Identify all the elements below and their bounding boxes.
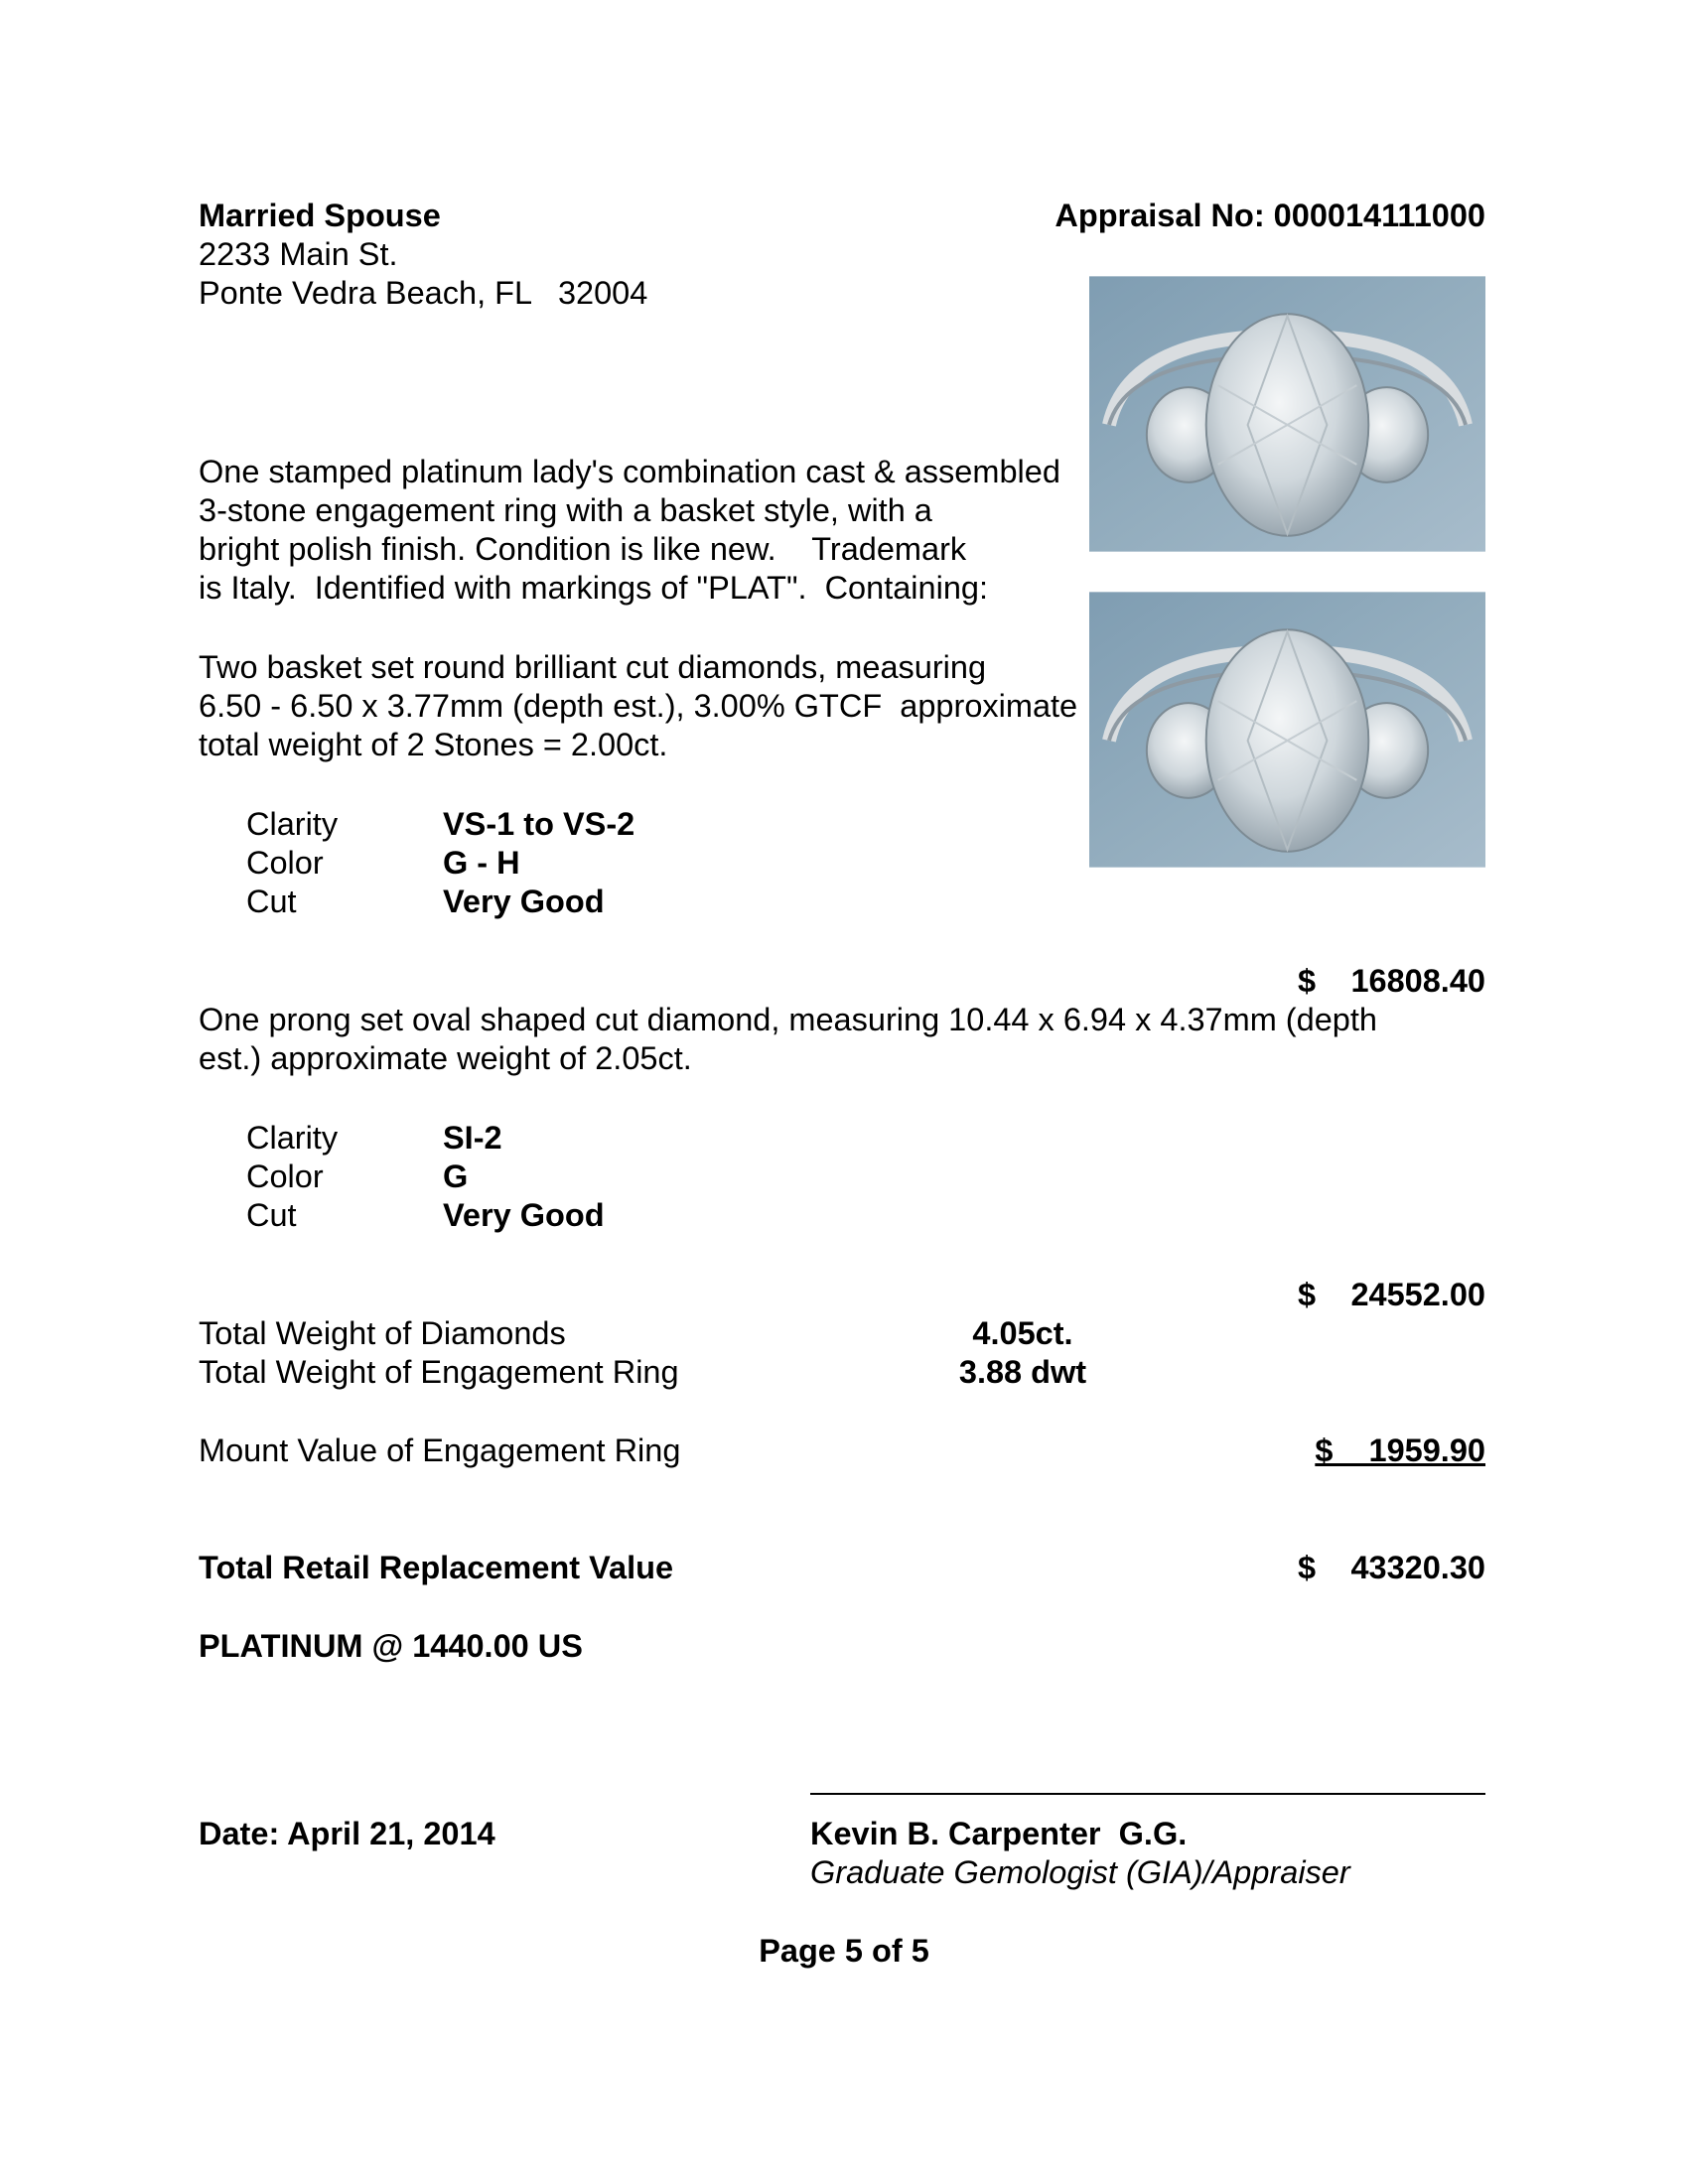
grade-value: Very Good — [443, 884, 605, 919]
side-stones-line: 6.50 - 6.50 x 3.77mm (depth est.), 3.00% GTCF approximate — [199, 688, 1078, 724]
grade-value: G — [443, 1159, 469, 1194]
client-address-line2: Ponte Vedra Beach, FL 32004 — [199, 275, 648, 311]
side-stones-line: total weight of 2 Stones = 2.00ct. — [199, 727, 668, 762]
grade-value: Very Good — [443, 1197, 605, 1233]
center-stone-line: One prong set oval shaped cut diamond, measuring 10.44 x 6.94 x 4.37mm (depth — [199, 1002, 1377, 1037]
ring-photo-2 — [1089, 592, 1485, 868]
platinum-price: PLATINUM @ 1440.00 US — [199, 1628, 583, 1664]
grade-value: SI-2 — [443, 1120, 502, 1156]
ring-photo-icon — [1089, 276, 1485, 552]
center-stone-currency: $ — [1298, 1277, 1317, 1312]
grade-value: G - H — [443, 845, 520, 881]
grade-label: Color — [246, 845, 324, 881]
description-line: is Italy. Identified with markings of "PLAT". Containing: — [199, 570, 988, 606]
grade-label: Color — [246, 1159, 324, 1194]
center-stone-line: est.) approximate weight of 2.05ct. — [199, 1040, 692, 1076]
grade-label: Clarity — [246, 806, 339, 842]
client-address-line1: 2233 Main St. — [199, 236, 398, 272]
side-stones-price: 16808.40 — [1350, 963, 1485, 999]
signature-line — [810, 1793, 1485, 1795]
description-line: 3-stone engagement ring with a basket style, with a — [199, 492, 932, 528]
appraisal-date: Date: April 21, 2014 — [199, 1816, 495, 1851]
total-weight-ring-value: 3.88 dwt — [958, 1354, 1087, 1390]
grade-value: VS-1 to VS-2 — [443, 806, 635, 842]
grade-label: Cut — [246, 1197, 297, 1233]
mount-value-label: Mount Value of Engagement Ring — [199, 1433, 681, 1468]
page-number: Page 5 of 5 — [759, 1933, 929, 1969]
grade-label: Clarity — [246, 1120, 339, 1156]
appraiser-name: Kevin B. Carpenter G.G. — [810, 1816, 1188, 1851]
ring-photo-1 — [1089, 276, 1485, 552]
client-name: Married Spouse — [199, 198, 441, 233]
appraiser-title: Graduate Gemologist (GIA)/Appraiser — [810, 1854, 1350, 1890]
total-weight-diamonds-value: 4.05ct. — [972, 1315, 1073, 1351]
description-line: One stamped platinum lady's combination cast & assembled — [199, 454, 1060, 489]
center-stone-price: 24552.00 — [1350, 1277, 1485, 1312]
total-weight-ring-label: Total Weight of Engagement Ring — [199, 1354, 679, 1390]
total-retail-currency: $ — [1298, 1550, 1317, 1585]
total-retail-value: 43320.30 — [1350, 1550, 1485, 1585]
ring-photo-icon — [1089, 592, 1485, 868]
grade-label: Cut — [246, 884, 297, 919]
side-stones-currency: $ — [1298, 963, 1317, 999]
appraisal-number: Appraisal No: 000014111000 — [1055, 198, 1485, 233]
total-retail-label: Total Retail Replacement Value — [199, 1550, 674, 1585]
mount-value: $ 1959.90 — [1315, 1433, 1485, 1468]
side-stones-line: Two basket set round brilliant cut diamonds, measuring — [199, 649, 987, 685]
total-weight-diamonds-label: Total Weight of Diamonds — [199, 1315, 566, 1351]
description-line: bright polish finish. Condition is like new. Trademark — [199, 531, 967, 567]
